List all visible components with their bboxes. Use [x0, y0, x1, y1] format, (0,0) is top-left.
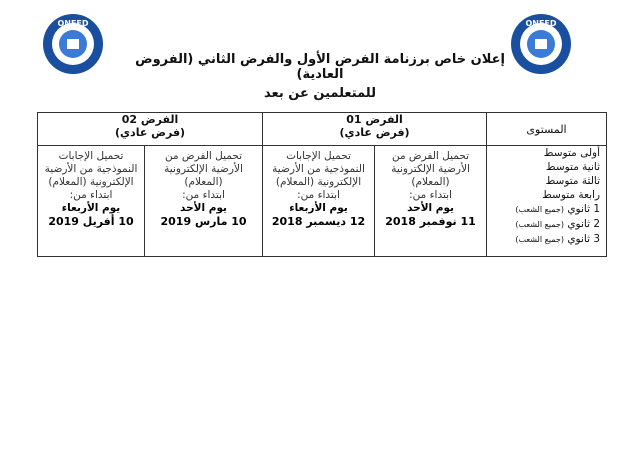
exam2-type: (فرض عادي) [114, 126, 186, 139]
level-item: 2 ثانوي (جميع الشعب) [515, 218, 601, 230]
announcement-subtitle: للمتعلمين عن بعد [264, 86, 376, 101]
level-item: رابعة متوسط [542, 189, 601, 201]
exam1-type: (فرض عادي) [339, 126, 410, 139]
cell-day: يوم الأحد [407, 202, 454, 214]
cell-day: يوم الأحد [180, 202, 227, 214]
table-header-row [38, 113, 607, 146]
cell-date: 10 أفريل 2019 [48, 215, 134, 228]
level-item: 1 ثانوي (جميع الشعب) [515, 203, 601, 215]
cell-date: 11 نوفمبر 2018 [385, 215, 476, 228]
levels-cell [487, 146, 607, 257]
level-item: ثالثة متوسط [545, 175, 601, 187]
table-body-row [38, 146, 607, 257]
svg-text:ONEFD: ONEFD [57, 19, 89, 28]
exam1-download-cell: تحميل الفرض من الأرضية الإلكترونية (المعلام) ابتداء من: يوم الأحد 11 نوفمبر 2018 [375, 146, 487, 257]
cell-day: يوم الأربعاء [289, 202, 348, 214]
level-item: ثانية متوسط [545, 161, 601, 173]
exam1-answers-cell: تحميل الإجابات النموذجية من الأرضية الإلكترونية (المعلام) ابتداء من: يوم الأربعاء 12 ديسمبر 2018 [263, 146, 375, 257]
exam2-name: الفرض 02 [121, 113, 179, 126]
exam2-header [38, 113, 263, 146]
cell-day: يوم الأربعاء [61, 202, 121, 214]
level-item: 3 ثانوي (جميع الشعب) [515, 233, 601, 245]
exam2-download-cell: تحميل الفرض من الأرضية الإلكترونية (المعلام) ابتداء من: يوم الأحد 10 مارس 2019 [145, 146, 263, 257]
level-item: أولى متوسط [543, 147, 601, 159]
cell-date: 10 مارس 2019 [160, 215, 247, 228]
onefd-logo-left [38, 12, 108, 76]
announcement-title: إعلان خاص برزنامة الفرض الأول والفرض الثاني (الفروض العادية) [135, 52, 505, 82]
exam2-answers-cell: تحميل الإجابات النموذجية من الأرضية الإلكترونية (المعلام) ابتداء من: يوم الأربعاء 10 أفريل 2019 [38, 146, 145, 257]
exam-schedule-table [37, 112, 607, 257]
level-header: المستوى [487, 113, 607, 146]
cell-date: 12 ديسمبر 2018 [271, 215, 366, 228]
svg-text:ONEFD: ONEFD [525, 19, 557, 28]
exam1-header [263, 113, 487, 146]
exam1-name: الفرض 01 [346, 113, 403, 126]
